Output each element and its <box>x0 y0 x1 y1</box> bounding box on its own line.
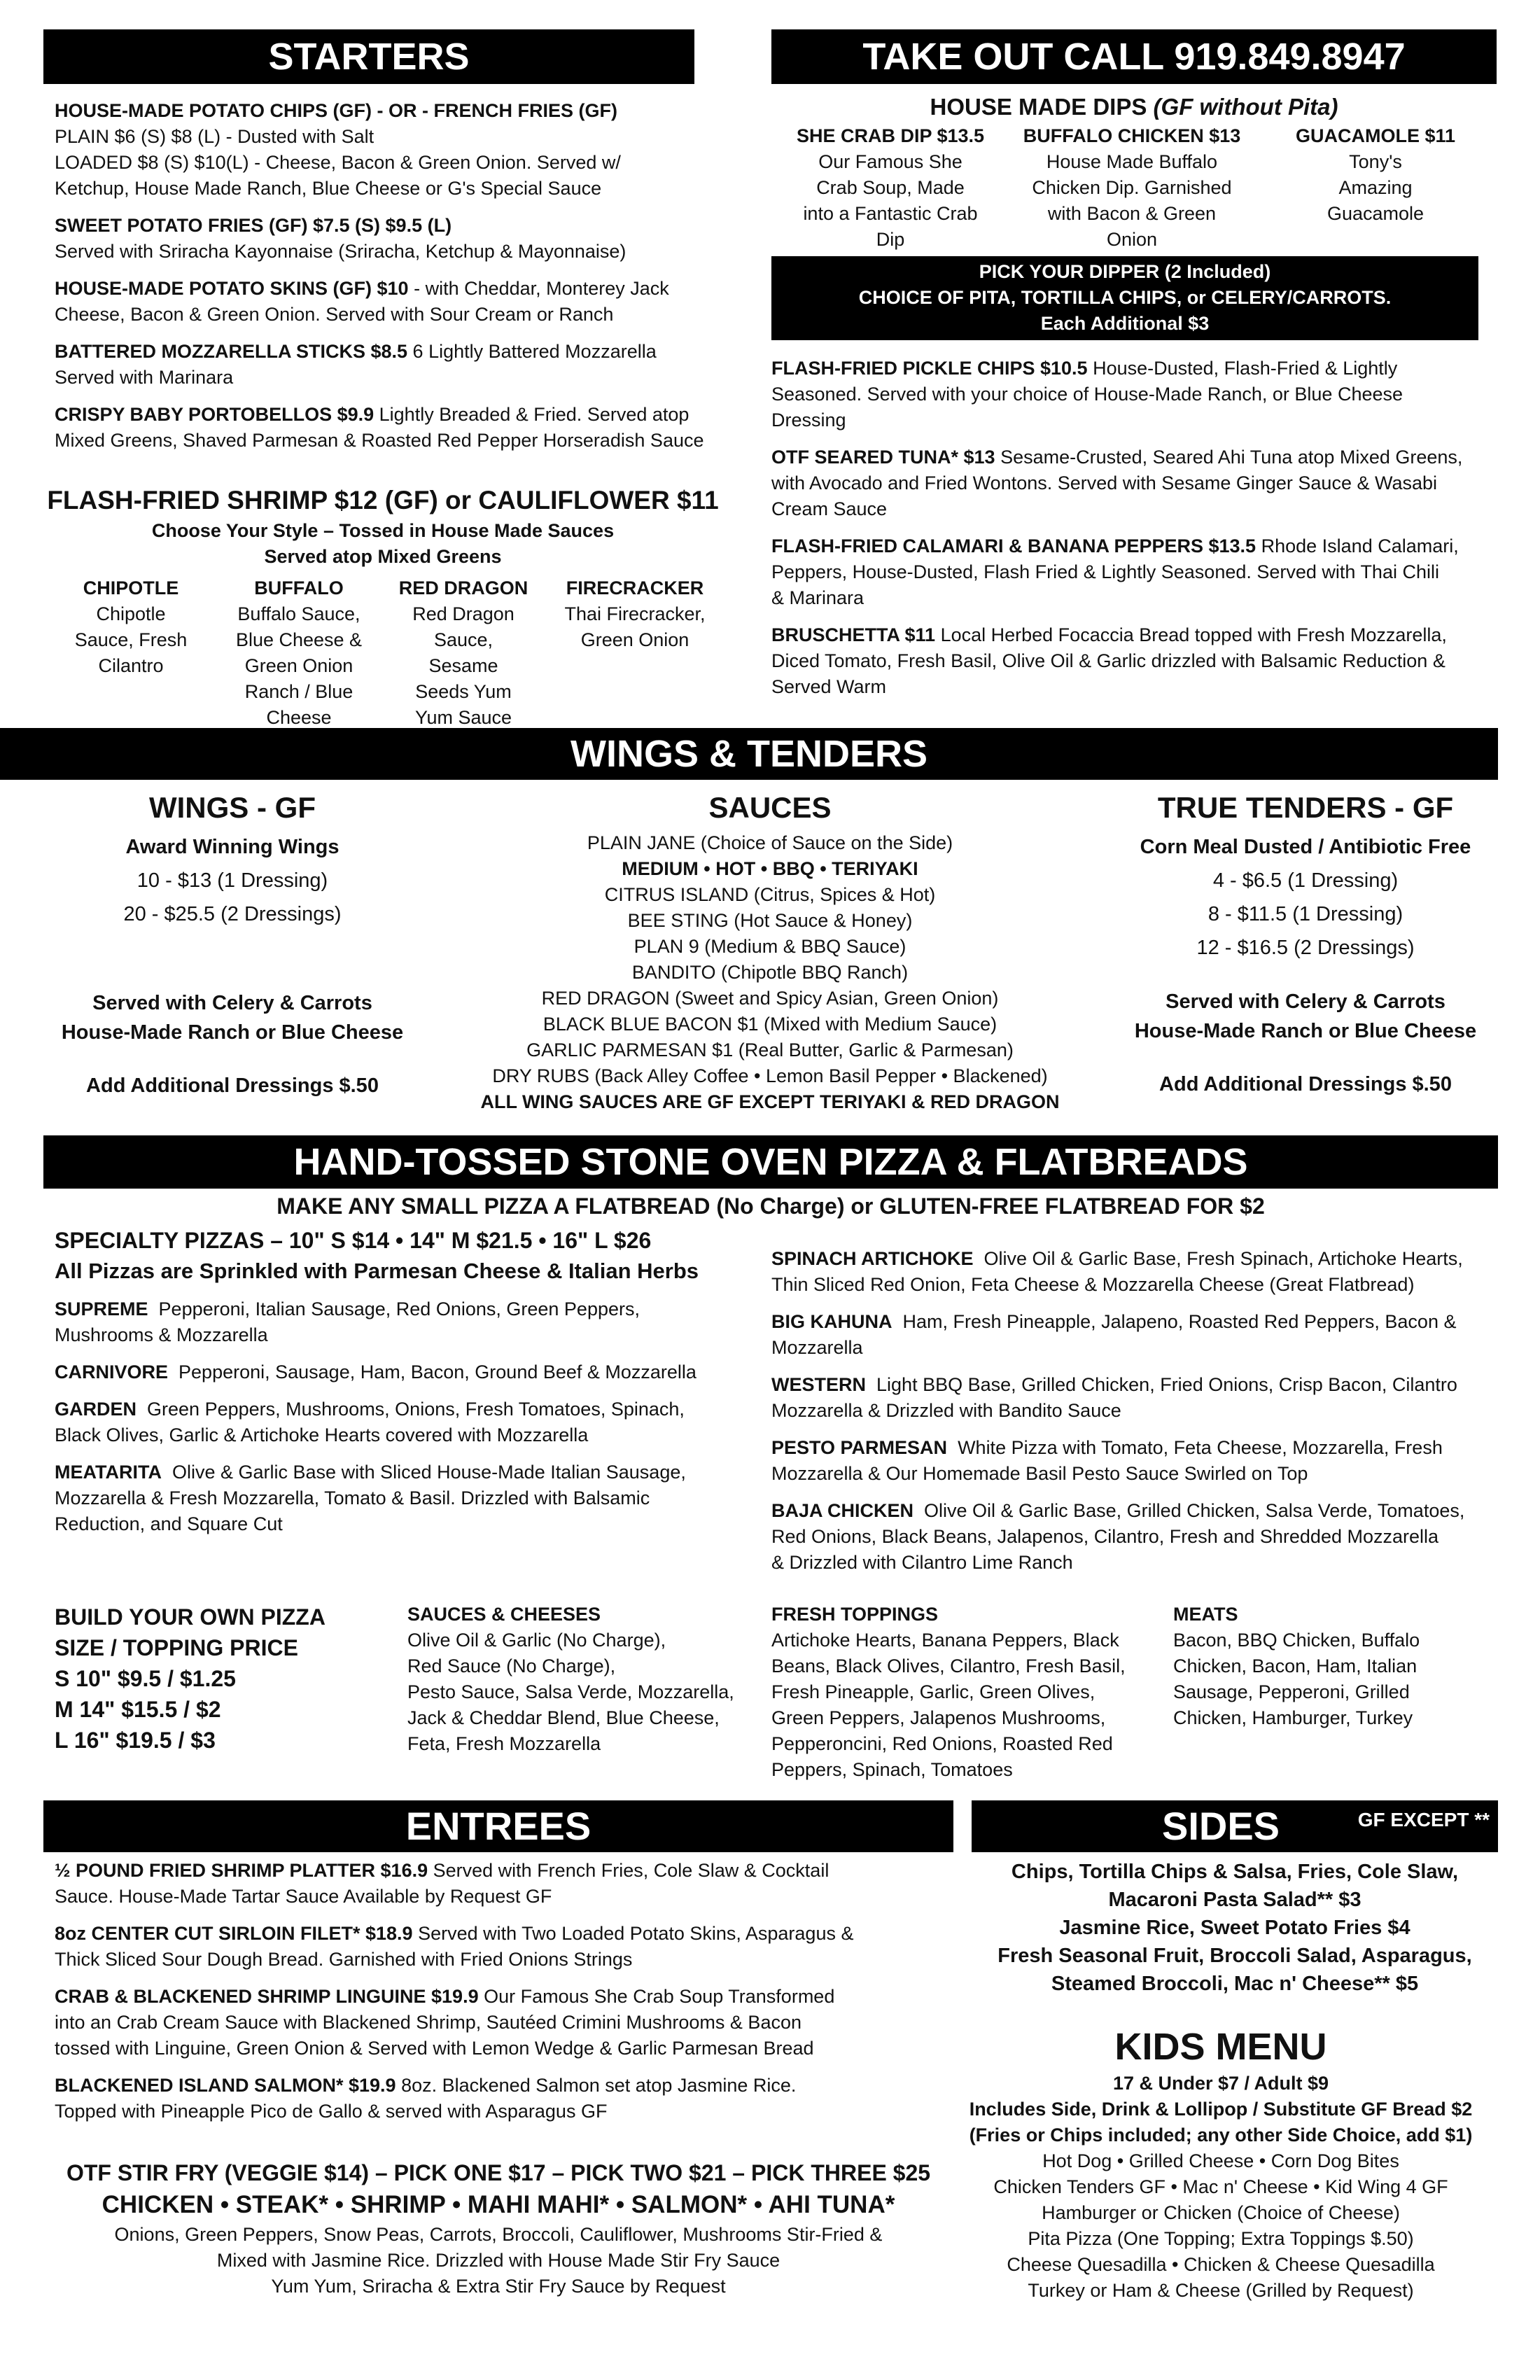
tenders-served: House-Made Ranch or Blue Cheese <box>1134 1020 1477 1042</box>
meat-line: Chicken, Bacon, Ham, Italian <box>1173 1656 1418 1676</box>
dip-item <box>1254 123 1497 253</box>
stir-title: OTF STIR FRY (VEGGIE $14) – PICK ONE $17 – PICK TWO $21 – PICK THREE $25 <box>66 2160 931 2185</box>
starter-name: SWEET POTATO FRIES (GF) $7.5 (S) $9.5 (L) <box>55 215 452 236</box>
item-line: Rhode Island Calamari, <box>1261 536 1459 556</box>
pizza-title: HAND-TOSSED STONE OVEN PIZZA & FLATBREADS <box>293 1141 1248 1183</box>
starter-line: Lightly Breaded & Fried. Served atop <box>379 404 690 425</box>
starters-title: STARTERS <box>268 36 470 78</box>
pizza-name: SPINACH ARTICHOKE <box>771 1248 974 1269</box>
starter-line: 6 Lightly Battered Mozzarella <box>412 341 657 362</box>
pizza-item <box>55 1359 769 1385</box>
kids-line: Chicken Tenders GF • Mac n' Cheese • Kid Wing 4 GF <box>993 2176 1448 2197</box>
takeout-header <box>771 29 1497 84</box>
build-line: S 10" $9.5 / $1.25 <box>55 1666 236 1691</box>
side-line: Macaroni Pasta Salad** $3 <box>1108 1889 1362 1911</box>
pizza-name: CARNIVORE <box>55 1362 169 1382</box>
pizza-item <box>55 1396 769 1448</box>
dipper-box <box>771 256 1478 340</box>
item-name: FLASH-FRIED CALAMARI & BANANA PEPPERS $13.5 <box>771 536 1256 556</box>
sauce-item: ALL WING SAUCES ARE GF EXCEPT TERIYAKI & RED DRAGON <box>480 1091 1060 1112</box>
pizza-line: Mozzarella & Fresh Mozzarella, Tomato & Basil. Drizzled with Balsamic <box>55 1488 650 1508</box>
pizza-line: & Drizzled with Cilantro Lime Ranch <box>771 1552 1073 1573</box>
pizza-name: WESTERN <box>771 1374 866 1395</box>
wings-column <box>43 785 421 1100</box>
sauce-item: MEDIUM • HOT • BBQ • TERIYAKI <box>622 858 918 879</box>
tenders-price: 4 - $6.5 (1 Dressing) <box>1212 869 1399 892</box>
shrimp-title: FLASH-FRIED SHRIMP $12 (GF) or CAULIFLOWER $11 <box>47 486 719 514</box>
style-name: CHIPOTLE <box>83 578 179 598</box>
wings-served: Served with Celery & Carrots <box>92 992 372 1014</box>
item-line: & Marinara <box>771 587 864 608</box>
shrimp-sub: Served atop Mixed Greens <box>264 546 502 567</box>
pizza-line: Light BBQ Base, Grilled Chicken, Fried Onions, Crisp Bacon, Cilantro <box>876 1374 1457 1395</box>
pizza-line: Green Peppers, Mushrooms, Onions, Fresh Tomatoes, Spinach, <box>147 1399 685 1420</box>
dip-name: SHE CRAB DIP $13.5 <box>796 125 985 146</box>
tenders-title: TRUE TENDERS - GF <box>1157 791 1454 824</box>
sauce-item: PLAIN JANE (Choice of Sauce on the Side) <box>587 832 953 853</box>
pizza-right <box>771 1246 1499 1587</box>
pizza-item <box>771 1309 1499 1361</box>
pizza-line: Mozzarella & Drizzled with Bandito Sauce <box>771 1400 1121 1421</box>
tenders-column <box>1113 785 1498 1098</box>
entree-item <box>55 1984 965 2062</box>
sauce-item: CITRUS ISLAND (Citrus, Spices & Hot) <box>604 884 936 905</box>
sauce-item: BEE STING (Hot Sauce & Honey) <box>627 910 913 931</box>
pizza-line: Olive Oil & Garlic Base, Grilled Chicken, Salsa Verde, Tomatoes, <box>924 1500 1465 1521</box>
pizza-left <box>55 1225 769 1548</box>
dipper-line: PICK YOUR DIPPER (2 Included) <box>979 261 1271 282</box>
entree-line: Topped with Pineapple Pico de Gallo & served with Asparagus GF <box>55 2101 608 2122</box>
pizza-item <box>55 1296 769 1348</box>
topping-line: Pepperoncini, Red Onions, Roasted Red <box>771 1733 1113 1754</box>
dip-desc: Tony's Amazing Guacamole <box>1326 151 1424 224</box>
starter-name: CRISPY BABY PORTOBELLOS $9.9 <box>55 404 374 425</box>
sauces-cheeses-title: SAUCES & CHEESES <box>407 1604 601 1625</box>
tenders-served: Served with Celery & Carrots <box>1166 990 1446 1013</box>
entree-line: Served with Two Loaded Potato Skins, Asparagus & <box>418 1923 854 1944</box>
takeout-list <box>771 356 1499 711</box>
entrees-header <box>43 1800 953 1852</box>
dip-desc: House Made Buffalo Chicken Dip. Garnished with Bacon & Green Onion <box>1032 151 1232 250</box>
takeout-item <box>771 622 1499 700</box>
item-line: Dressing <box>771 410 846 430</box>
toppings-title: FRESH TOPPINGS <box>771 1604 939 1625</box>
starter-name: BATTERED MOZZARELLA STICKS $8.5 <box>55 341 408 362</box>
entrees-title: ENTREES <box>405 1804 592 1848</box>
starter-line: Served with Sriracha Kayonnaise (Sriracha, Ketchup & Mayonnaise) <box>55 241 626 262</box>
wings-price: 20 - $25.5 (2 Dressings) <box>123 903 342 925</box>
wings-price: 10 - $13 (1 Dressing) <box>136 869 328 892</box>
style-desc: Chipotle Sauce, Fresh Cilantro <box>74 603 188 676</box>
pizza-line: Black Olives, Garlic & Artichoke Hearts covered with Mozzarella <box>55 1424 589 1446</box>
sauce-line: Pesto Sauce, Salsa Verde, Mozzarella, <box>407 1681 734 1702</box>
sauce-item: BANDITO (Chipotle BBQ Ranch) <box>631 962 909 983</box>
dips-title: HOUSE MADE DIPS <box>930 94 1147 120</box>
starter-name: HOUSE-MADE POTATO CHIPS (GF) - OR - FRENCH FRIES (GF) <box>55 100 617 121</box>
build-line: M 14" $15.5 / $2 <box>55 1697 221 1722</box>
sides-header <box>972 1800 1498 1852</box>
sauces-column <box>448 785 1092 1115</box>
sauce-item: BLACK BLUE BACON $1 (Mixed with Medium Sauce) <box>542 1014 997 1035</box>
starter-item <box>55 339 706 391</box>
pizza-item <box>771 1498 1499 1576</box>
dips-section <box>771 91 1497 253</box>
dip-item <box>1009 123 1254 253</box>
meats-title: MEATS <box>1173 1604 1238 1625</box>
entree-line: Thick Sliced Sour Dough Bread. Garnished with Fried Onions Strings <box>55 1949 633 1970</box>
pizza-item <box>55 1460 769 1537</box>
item-name: OTF SEARED TUNA* $13 <box>771 447 995 468</box>
stir-line: Yum Yum, Sriracha & Extra Stir Fry Sauce by Request <box>271 2276 726 2297</box>
dipper-line: Each Additional $3 <box>1040 313 1210 334</box>
sauce-line: Feta, Fresh Mozzarella <box>407 1733 601 1754</box>
kids-line-bold: Includes Side, Drink & Lollipop / Substitute GF Bread $2 <box>969 2099 1473 2120</box>
kids-line: Hamburger or Chicken (Choice of Cheese) <box>1042 2202 1400 2223</box>
fresh-toppings <box>771 1602 1163 1783</box>
starter-item <box>55 213 706 265</box>
pizza-name: BAJA CHICKEN <box>771 1500 914 1521</box>
build-line: SIZE / TOPPING PRICE <box>55 1635 298 1660</box>
side-line: Steamed Broccoli, Mac n' Cheese** $5 <box>1051 1973 1419 1995</box>
sauces-cheeses <box>407 1602 771 1757</box>
dip-item <box>771 123 1009 253</box>
sides-note: GF EXCEPT ** <box>1357 1809 1490 1830</box>
style-desc: Buffalo Sauce, Blue Cheese & Green Onion Ranch / Blue Cheese <box>235 603 363 728</box>
sauce-item: GARLIC PARMESAN $1 (Real Butter, Garlic & Parmesan) <box>526 1040 1014 1060</box>
item-line: House-Dusted, Flash-Fried & Lightly <box>1093 358 1398 379</box>
side-line: Chips, Tortilla Chips & Salsa, Fries, Cole Slaw, <box>1011 1861 1459 1883</box>
item-name: BRUSCHETTA $11 <box>771 624 936 645</box>
style-firecracker <box>547 575 722 731</box>
wings-add: Add Additional Dressings $.50 <box>86 1074 379 1097</box>
sauce-line: Red Sauce (No Charge), <box>407 1656 616 1676</box>
starter-line: Served with Marinara <box>55 367 234 388</box>
meats <box>1173 1602 1495 1731</box>
item-line: Seasoned. Served with your choice of House-Made Ranch, or Blue Cheese <box>771 384 1404 405</box>
pizza-name: GARDEN <box>55 1399 137 1420</box>
shrimp-section <box>43 483 722 731</box>
dip-name: BUFFALO CHICKEN $13 <box>1023 125 1241 146</box>
topping-line: Fresh Pineapple, Garlic, Green Olives, <box>771 1681 1096 1702</box>
shrimp-sub: Choose Your Style – Tossed in House Made Sauces <box>151 520 615 541</box>
kids-line: Pita Pizza (One Topping; Extra Toppings $.50) <box>1028 2228 1414 2249</box>
entree-line: 8oz. Blackened Salmon set atop Jasmine Rice. <box>401 2075 797 2096</box>
sauce-item: PLAN 9 (Medium & BBQ Sauce) <box>634 936 906 957</box>
starter-item <box>55 402 706 454</box>
dip-desc: Our Famous She Crab Soup, Made into a Fantastic Crab Dip <box>803 151 978 250</box>
sauce-line: Olive Oil & Garlic (No Charge), <box>407 1630 666 1651</box>
entree-line: into an Crab Cream Sauce with Blackened Shrimp, Sautéed Crimini Mushrooms & Bacon <box>55 2012 802 2033</box>
starters-header <box>43 29 694 84</box>
starter-item <box>55 276 706 328</box>
pizza-line: White Pizza with Tomato, Feta Cheese, Mozzarella, Fresh <box>958 1437 1443 1458</box>
wings-header <box>0 728 1498 780</box>
build-title: BUILD YOUR OWN PIZZA <box>55 1604 326 1630</box>
tenders-price: 8 - $11.5 (1 Dressing) <box>1208 903 1404 925</box>
specialty-line: SPECIALTY PIZZAS – 10" S $14 • 14" M $21.5 • 16" L $26 <box>55 1228 652 1253</box>
entree-item <box>55 1921 965 1973</box>
item-line: with Avocado and Fried Wontons. Served with Sesame Ginger Sauce & Wasabi <box>771 472 1437 493</box>
starter-line: - with Cheddar, Monterey Jack <box>414 278 669 299</box>
topping-line: Beans, Black Olives, Cilantro, Fresh Basil, <box>771 1656 1126 1676</box>
side-line: Jasmine Rice, Sweet Potato Fries $4 <box>1059 1917 1410 1939</box>
takeout-item <box>771 444 1499 522</box>
style-red-dragon <box>379 575 547 731</box>
meat-line: Chicken, Hamburger, Turkey <box>1173 1707 1413 1728</box>
pizza-item <box>771 1435 1499 1487</box>
wings-served: House-Made Ranch or Blue Cheese <box>61 1021 404 1044</box>
sauce-line: Jack & Cheddar Blend, Blue Cheese, <box>407 1707 720 1728</box>
dips-note: (GF without Pita) <box>1153 94 1338 120</box>
pizza-line: Olive & Garlic Base with Sliced House-Made Italian Sausage, <box>172 1462 686 1483</box>
stir-proteins: CHICKEN • STEAK* • SHRIMP • MAHI MAHI* • SALMON* • AHI TUNA* <box>102 2191 895 2218</box>
entree-line: Our Famous She Crab Soup Transformed <box>484 1986 835 2007</box>
pizza-line: Reduction, and Square Cut <box>55 1513 283 1534</box>
item-line: Peppers, House-Dusted, Flash Fried & Lightly Seasoned. Served with Thai Chili <box>771 561 1439 582</box>
topping-line: Peppers, Spinach, Tomatoes <box>771 1759 1013 1780</box>
kids-title: KIDS MENU <box>1114 2026 1327 2068</box>
pizza-line: Mozzarella & Our Homemade Basil Pesto Sauce Swirled on Top <box>771 1463 1308 1484</box>
entree-name: CRAB & BLACKENED SHRIMP LINGUINE $19.9 <box>55 1986 479 2007</box>
pizza-sub: MAKE ANY SMALL PIZZA A FLATBREAD (No Charge) or GLUTEN-FREE FLATBREAD FOR $2 <box>276 1194 1265 1219</box>
pizza-line: Red Onions, Black Beans, Jalapenos, Cilantro, Fresh and Shredded Mozzarella <box>771 1526 1439 1547</box>
item-line: Cream Sauce <box>771 498 888 519</box>
starter-line: Mixed Greens, Shaved Parmesan & Roasted Red Pepper Horseradish Sauce <box>55 430 704 451</box>
entree-item <box>55 2073 965 2124</box>
kids-line: Cheese Quesadilla • Chicken & Cheese Quesadilla <box>1007 2254 1435 2275</box>
entree-line: Sauce. House-Made Tartar Sauce Available by Request GF <box>55 1886 552 1907</box>
shrimp-styles <box>43 575 722 731</box>
pizza-name: PESTO PARMESAN <box>771 1437 948 1458</box>
wings-col-title: WINGS - GF <box>149 791 316 824</box>
meat-line: Sausage, Pepperoni, Grilled <box>1173 1681 1410 1702</box>
dips-heading <box>771 91 1497 123</box>
stir-line: Mixed with Jasmine Rice. Drizzled with House Made Stir Fry Sauce <box>216 2250 780 2271</box>
starter-line: PLAIN $6 (S) $8 (L) - Dusted with Salt <box>55 126 374 147</box>
starters-list <box>55 98 706 465</box>
style-name: BUFFALO <box>254 578 344 598</box>
item-line: Diced Tomato, Fresh Basil, Olive Oil & Garlic drizzled with Balsamic Reduction & <box>771 650 1446 671</box>
starter-line: Ketchup, House Made Ranch, Blue Cheese or G's Special Sauce <box>55 178 602 199</box>
kids-menu <box>944 2023 1498 2304</box>
style-desc: Red Dragon Sauce, Sesame Seeds Yum Yum Sauce <box>412 603 514 728</box>
sides-title: SIDES <box>1161 1804 1280 1848</box>
build-line: L 16" $19.5 / $3 <box>55 1728 216 1753</box>
tenders-sub: Corn Meal Dusted / Antibiotic Free <box>1140 836 1471 858</box>
style-name: RED DRAGON <box>398 578 528 598</box>
pizza-line: Mozzarella <box>771 1337 863 1358</box>
wings-sub: Award Winning Wings <box>125 836 340 858</box>
dips-list <box>771 123 1497 253</box>
tenders-price: 12 - $16.5 (2 Dressings) <box>1196 937 1415 959</box>
entree-name: ½ POUND FRIED SHRIMP PLATTER $16.9 <box>55 1860 428 1881</box>
pizza-name: MEATARITA <box>55 1462 162 1483</box>
sauces-title: SAUCES <box>708 791 832 824</box>
pizza-line: Pepperoni, Italian Sausage, Red Onions, Green Peppers, <box>158 1298 640 1320</box>
starter-line: Cheese, Bacon & Green Onion. Served with Sour Cream or Ranch <box>55 304 614 325</box>
style-desc: Thai Firecracker, Green Onion <box>564 603 706 650</box>
tenders-add: Add Additional Dressings $.50 <box>1159 1073 1452 1096</box>
stir-line: Onions, Green Peppers, Snow Peas, Carrots, Broccoli, Cauliflower, Mushrooms Stir-Fried & <box>114 2224 883 2245</box>
stir-fry <box>43 2157 953 2300</box>
sprinkled-line: All Pizzas are Sprinkled with Parmesan Cheese & Italian Herbs <box>55 1259 699 1283</box>
starter-line: LOADED $8 (S) $10(L) - Cheese, Bacon & Green Onion. Served w/ <box>55 152 621 173</box>
starter-item <box>55 98 706 202</box>
wings-title: WINGS & TENDERS <box>570 733 928 775</box>
entree-item <box>55 1858 965 1910</box>
pizza-header <box>43 1135 1498 1189</box>
takeout-item <box>771 356 1499 433</box>
pizza-name: SUPREME <box>55 1298 148 1320</box>
dip-name: GUACAMOLE $11 <box>1295 125 1456 146</box>
takeout-item <box>771 533 1499 611</box>
item-line: Served Warm <box>771 676 887 697</box>
topping-line: Artichoke Hearts, Banana Peppers, Black <box>771 1630 1119 1651</box>
pizza-line: Ham, Fresh Pineapple, Jalapeno, Roasted Red Peppers, Bacon & <box>902 1311 1457 1332</box>
pizza-line: Mushrooms & Mozzarella <box>55 1324 268 1345</box>
entrees-list <box>55 1858 965 2136</box>
pizza-item <box>771 1372 1499 1424</box>
starter-name: HOUSE-MADE POTATO SKINS (GF) $10 <box>55 278 409 299</box>
style-chipotle <box>43 575 218 731</box>
item-line: Local Herbed Focaccia Bread topped with Fresh Mozzarella, <box>940 624 1447 645</box>
item-name: FLASH-FRIED PICKLE CHIPS $10.5 <box>771 358 1088 379</box>
kids-line: Hot Dog • Grilled Cheese • Corn Dog Bites <box>1042 2150 1399 2171</box>
item-line: Sesame-Crusted, Seared Ahi Tuna atop Mixed Greens, <box>1000 447 1463 468</box>
meat-line: Bacon, BBQ Chicken, Buffalo <box>1173 1630 1420 1651</box>
entree-name: BLACKENED ISLAND SALMON* $19.9 <box>55 2075 396 2096</box>
style-name: FIRECRACKER <box>566 578 704 598</box>
style-buffalo <box>218 575 379 731</box>
pizza-item <box>771 1246 1499 1298</box>
pizza-line: Thin Sliced Red Onion, Feta Cheese & Mozzarella Cheese (Great Flatbread) <box>771 1274 1415 1295</box>
entree-name: 8oz CENTER CUT SIRLOIN FILET* $18.9 <box>55 1923 413 1944</box>
takeout-title: TAKE OUT CALL 919.849.8947 <box>862 36 1406 78</box>
sauce-item: DRY RUBS (Back Alley Coffee • Lemon Basil Pepper • Blackened) <box>492 1065 1048 1086</box>
dipper-line: CHOICE OF PITA, TORTILLA CHIPS, or CELERY/CARROTS. <box>858 287 1392 308</box>
pizza-line: Olive Oil & Garlic Base, Fresh Spinach, Artichoke Hearts, <box>983 1248 1463 1269</box>
pizza-line: Pepperoni, Sausage, Ham, Bacon, Ground Beef & Mozzarella <box>178 1362 696 1382</box>
build-your-own <box>55 1602 391 1756</box>
entree-line: Served with French Fries, Cole Slaw & Cocktail <box>433 1860 830 1881</box>
kids-line-bold: 17 & Under $7 / Adult $9 <box>1112 2073 1329 2094</box>
sides-list <box>972 1858 1498 1998</box>
sauce-item: RED DRAGON (Sweet and Spicy Asian, Green Onion) <box>541 988 999 1009</box>
side-line: Fresh Seasonal Fruit, Broccoli Salad, Asparagus, <box>997 1945 1472 1967</box>
kids-line: Turkey or Ham & Cheese (Grilled by Request) <box>1028 2280 1414 2301</box>
pizza-name: BIG KAHUNA <box>771 1311 892 1332</box>
kids-line-bold: (Fries or Chips included; any other Side Choice, add $1) <box>969 2124 1473 2146</box>
entree-line: tossed with Linguine, Green Onion & Served with Lemon Wedge & Garlic Parmesan Bread <box>55 2038 814 2059</box>
topping-line: Green Peppers, Jalapenos Mushrooms, <box>771 1707 1106 1728</box>
sauces-list <box>448 830 1092 1115</box>
